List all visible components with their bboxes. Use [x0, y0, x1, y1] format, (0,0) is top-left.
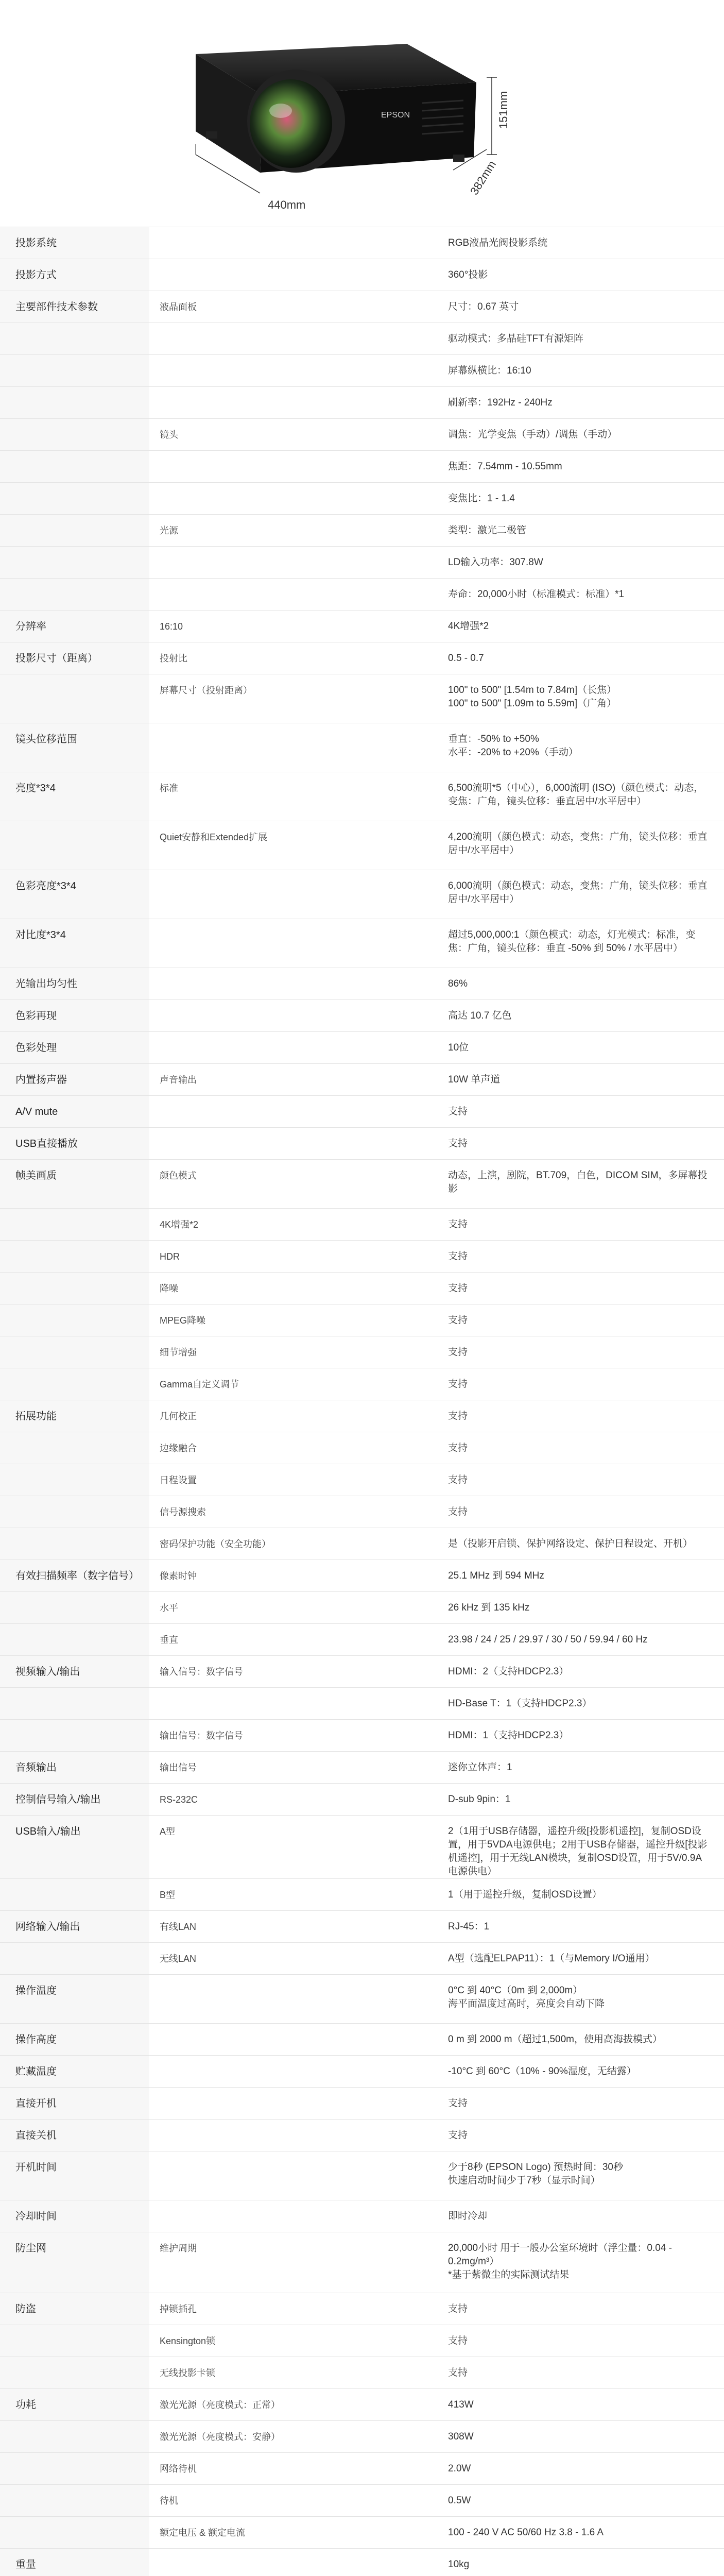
spec-subcategory: 声音输出 [149, 1064, 438, 1096]
spec-category [0, 1528, 149, 1560]
spec-category [0, 1496, 149, 1528]
spec-value: RGB液晶光阀投影系统 [438, 227, 724, 259]
spec-category [0, 1432, 149, 1464]
spec-subcategory: 降噪 [149, 1273, 438, 1304]
spec-row [0, 1209, 724, 1241]
spec-subcategory [149, 579, 438, 611]
spec-row [0, 2549, 724, 2576]
spec-value: 支持 [438, 1464, 724, 1496]
spec-row [0, 1784, 724, 1816]
spec-row [0, 723, 724, 772]
spec-category: 重量 [0, 2549, 149, 2576]
spec-subcategory [149, 2024, 438, 2056]
spec-value: 迷你立体声：1 [438, 1752, 724, 1784]
spec-value: 刷新率：192Hz - 240Hz [438, 387, 724, 419]
spec-subcategory: 掉锁插孔 [149, 2293, 438, 2325]
spec-row [0, 2151, 724, 2200]
spec-row [0, 1128, 724, 1160]
spec-category: 拓展功能 [0, 1400, 149, 1432]
spec-subcategory: B型 [149, 1879, 438, 1911]
spec-category [0, 579, 149, 611]
spec-category [0, 1336, 149, 1368]
spec-row [0, 2120, 724, 2151]
spec-value: 支持 [438, 2325, 724, 2357]
spec-subcategory [149, 547, 438, 579]
spec-subcategory [149, 483, 438, 515]
spec-category: 功耗 [0, 2389, 149, 2421]
spec-row [0, 2088, 724, 2120]
spec-row [0, 1975, 724, 2024]
spec-value: 支持 [438, 1400, 724, 1432]
spec-value: 少于8秒 (EPSON Logo) 预热时间：30秒 快速启动时间少于7秒（显示时间） [438, 2151, 724, 2200]
spec-subcategory [149, 2088, 438, 2120]
spec-row [0, 1160, 724, 1209]
spec-category [0, 1241, 149, 1273]
spec-subcategory: 信号源搜索 [149, 1496, 438, 1528]
spec-row [0, 547, 724, 579]
spec-value: 寿命：20,000小时（标准模式：标准）*1 [438, 579, 724, 611]
spec-value: 25.1 MHz 到 594 MHz [438, 1560, 724, 1592]
spec-value: 支持 [438, 2293, 724, 2325]
spec-subcategory: A型 [149, 1816, 438, 1879]
spec-subcategory [149, 2056, 438, 2088]
spec-value: 413W [438, 2389, 724, 2421]
spec-subcategory: 有线LAN [149, 1911, 438, 1943]
spec-category: 贮藏温度 [0, 2056, 149, 2088]
spec-row [0, 1624, 724, 1656]
spec-subcategory [149, 1000, 438, 1032]
spec-subcategory: 16:10 [149, 611, 438, 642]
spec-value: 驱动模式：多晶硅TFT有源矩阵 [438, 323, 724, 355]
spec-category [0, 1592, 149, 1624]
spec-value: A型（选配ELPAP11）：1（与Memory I/O通用） [438, 1943, 724, 1975]
spec-subcategory: 无线投影卡锁 [149, 2357, 438, 2389]
spec-row [0, 1528, 724, 1560]
spec-value: 360°投影 [438, 259, 724, 291]
spec-category: 控制信号输入/输出 [0, 1784, 149, 1816]
spec-row [0, 2024, 724, 2056]
lens-icon [250, 79, 332, 168]
spec-subcategory [149, 2200, 438, 2232]
spec-value: 20,000小时 用于一般办公室环境时（浮尘量：0.04 - 0.2mg/m³） *基于紫微尘的实际测试结果 [438, 2232, 724, 2293]
spec-value: 支持 [438, 1273, 724, 1304]
spec-value: 1（用于遥控升级，复制OSD设置） [438, 1879, 724, 1911]
spec-category: 冷却时间 [0, 2200, 149, 2232]
spec-value: 支持 [438, 1336, 724, 1368]
spec-row [0, 1911, 724, 1943]
spec-row [0, 1336, 724, 1368]
spec-value: 2（1用于USB存储器，遥控升级[投影机遥控]，复制OSD设置，用于5VDA电源供电；2用于USB存储器，遥控升级[投影机遥控]，用于无线LAN模块，复制OSD设置，用于5V/0.9A电源供电） [438, 1816, 724, 1879]
spec-row [0, 1464, 724, 1496]
spec-value: 86% [438, 968, 724, 1000]
spec-row [0, 611, 724, 642]
spec-subcategory: 几何校正 [149, 1400, 438, 1432]
spec-row [0, 1943, 724, 1975]
spec-value: 超过5,000,000:1（颜色模式：动态，灯光模式：标准，变焦：广角，镜头位移：垂直 -50% 到 50% / 水平居中） [438, 919, 724, 968]
spec-category: 内置扬声器 [0, 1064, 149, 1096]
spec-value: 即时冷却 [438, 2200, 724, 2232]
spec-subcategory: 输出信号 [149, 1752, 438, 1784]
spec-row [0, 2232, 724, 2293]
spec-category: 有效扫描频率（数字信号） [0, 1560, 149, 1592]
spec-value: 支持 [438, 1241, 724, 1273]
spec-value: 6,500流明*5（中心），6,000流明 (ISO)（颜色模式：动态，变焦：广角，镜头位移：垂直居中/水平居中） [438, 772, 724, 821]
spec-row [0, 1400, 724, 1432]
spec-row [0, 1816, 724, 1879]
spec-subcategory [149, 870, 438, 919]
spec-subcategory [149, 1032, 438, 1064]
spec-category [0, 483, 149, 515]
spec-value: D-sub 9pin：1 [438, 1784, 724, 1816]
spec-value: 100 - 240 V AC 50/60 Hz 3.8 - 1.6 A [438, 2517, 724, 2549]
spec-category [0, 323, 149, 355]
spec-value: 0 m 到 2000 m（超过1,500m，使用高海拔模式） [438, 2024, 724, 2056]
spec-row [0, 483, 724, 515]
spec-category: 光输出均匀性 [0, 968, 149, 1000]
spec-row [0, 1064, 724, 1096]
spec-value: 支持 [438, 2088, 724, 2120]
spec-row [0, 2357, 724, 2389]
spec-value: 支持 [438, 1368, 724, 1400]
spec-subcategory [149, 1096, 438, 1128]
spec-subcategory: 镜头 [149, 419, 438, 451]
spec-row [0, 1752, 724, 1784]
spec-subcategory [149, 2120, 438, 2151]
spec-category [0, 1720, 149, 1752]
spec-value: 焦距：7.54mm - 10.55mm [438, 451, 724, 483]
spec-subcategory: 网络待机 [149, 2453, 438, 2485]
spec-category: 色彩处理 [0, 1032, 149, 1064]
depth-dimension: 382mm [468, 158, 499, 197]
spec-value: 支持 [438, 1096, 724, 1128]
spec-subcategory: HDR [149, 1241, 438, 1273]
spec-value: 支持 [438, 2120, 724, 2151]
spec-row [0, 1592, 724, 1624]
product-hero [0, 0, 724, 227]
spec-subcategory [149, 1975, 438, 2024]
spec-subcategory: 标准 [149, 772, 438, 821]
spec-category [0, 1943, 149, 1975]
spec-category [0, 1624, 149, 1656]
width-dimension: 440mm [268, 198, 306, 211]
spec-value: 高达 10.7 亿色 [438, 1000, 724, 1032]
spec-subcategory [149, 2151, 438, 2200]
spec-row [0, 642, 724, 674]
spec-row [0, 1368, 724, 1400]
spec-row [0, 1000, 724, 1032]
spec-row [0, 1241, 724, 1273]
spec-subcategory [149, 387, 438, 419]
spec-value: 6,000流明（颜色模式：动态，变焦：广角，镜头位移：垂直居中/水平居中） [438, 870, 724, 919]
spec-row [0, 579, 724, 611]
spec-value: 类型：激光二极管 [438, 515, 724, 547]
spec-subcategory [149, 1128, 438, 1160]
height-dimension: 151mm [497, 91, 510, 129]
spec-row [0, 2293, 724, 2325]
spec-subcategory: 颜色模式 [149, 1160, 438, 1209]
spec-subcategory: RS-232C [149, 1784, 438, 1816]
spec-category: 防盗 [0, 2293, 149, 2325]
spec-value: 动态，上演，剧院，BT.709，白色，DICOM SIM，多屏幕投影 [438, 1160, 724, 1209]
spec-value: 是（投影开启锁、保护网络设定、保护日程设定、开机） [438, 1528, 724, 1560]
spec-category [0, 2453, 149, 2485]
spec-value: 4,200流明（颜色模式：动态，变焦：广角，镜头位移：垂直居中/水平居中） [438, 821, 724, 870]
spec-subcategory: 日程设置 [149, 1464, 438, 1496]
spec-category: 分辨率 [0, 611, 149, 642]
spec-value: 支持 [438, 1496, 724, 1528]
spec-value: 0.5 - 0.7 [438, 642, 724, 674]
spec-subcategory: 额定电压 & 额定电流 [149, 2517, 438, 2549]
spec-subcategory [149, 227, 438, 259]
spec-value: 2.0W [438, 2453, 724, 2485]
spec-row [0, 1096, 724, 1128]
spec-row [0, 1688, 724, 1720]
spec-table [0, 227, 724, 2576]
spec-category [0, 515, 149, 547]
spec-category [0, 451, 149, 483]
spec-subcategory: Gamma自定义调节 [149, 1368, 438, 1400]
spec-row [0, 1032, 724, 1064]
spec-subcategory: 屏幕尺寸（投射距离） [149, 674, 438, 723]
spec-value: 支持 [438, 2357, 724, 2389]
spec-value: HD-Base T：1（支持HDCP2.3） [438, 1688, 724, 1720]
spec-row [0, 2056, 724, 2088]
spec-category: 操作高度 [0, 2024, 149, 2056]
spec-row [0, 968, 724, 1000]
spec-row [0, 2485, 724, 2517]
spec-row [0, 355, 724, 387]
spec-row [0, 1720, 724, 1752]
spec-value: 0.5W [438, 2485, 724, 2517]
spec-row [0, 1496, 724, 1528]
spec-category [0, 547, 149, 579]
spec-subcategory: 垂直 [149, 1624, 438, 1656]
spec-subcategory [149, 968, 438, 1000]
spec-row [0, 1304, 724, 1336]
spec-value: -10°C 到 60°C（10% - 90%湿度，无结露） [438, 2056, 724, 2088]
spec-category [0, 1273, 149, 1304]
spec-row [0, 419, 724, 451]
spec-row [0, 870, 724, 919]
spec-subcategory [149, 2549, 438, 2576]
spec-category [0, 1368, 149, 1400]
spec-category [0, 1464, 149, 1496]
spec-value: 0°C 到 40°C（0m 到 2,000m） 海平面温度过高时，亮度会自动下降 [438, 1975, 724, 2024]
spec-category: 投影尺寸（距离） [0, 642, 149, 674]
spec-subcategory: 光源 [149, 515, 438, 547]
spec-value: 尺寸：0.67 英寸 [438, 291, 724, 323]
spec-subcategory: 密码保护功能（安全功能） [149, 1528, 438, 1560]
spec-value: 100" to 500" [1.54m to 7.84m]（长焦） 100" to 500" [1.09m to 5.59m]（广角） [438, 674, 724, 723]
spec-row [0, 772, 724, 821]
spec-category [0, 821, 149, 870]
spec-category [0, 1688, 149, 1720]
spec-category: 主要部件技术参数 [0, 291, 149, 323]
spec-category: 操作温度 [0, 1975, 149, 2024]
spec-category: 帧美画质 [0, 1160, 149, 1209]
spec-category [0, 387, 149, 419]
spec-value: HDMI：2（支持HDCP2.3） [438, 1656, 724, 1688]
spec-row [0, 2389, 724, 2421]
spec-row [0, 821, 724, 870]
spec-row [0, 1273, 724, 1304]
spec-subcategory: 液晶面板 [149, 291, 438, 323]
spec-category: 音频输出 [0, 1752, 149, 1784]
brand-logo: EPSON [381, 111, 410, 120]
spec-category: 镜头位移范围 [0, 723, 149, 772]
spec-subcategory [149, 723, 438, 772]
spec-row [0, 1432, 724, 1464]
spec-subcategory: 维护周期 [149, 2232, 438, 2293]
spec-subcategory: MPEG降噪 [149, 1304, 438, 1336]
spec-subcategory: Kensington锁 [149, 2325, 438, 2357]
spec-category: USB输入/输出 [0, 1816, 149, 1879]
spec-row [0, 291, 724, 323]
spec-category: 开机时间 [0, 2151, 149, 2200]
spec-value: 支持 [438, 1209, 724, 1241]
spec-row [0, 2325, 724, 2357]
spec-category [0, 1879, 149, 1911]
spec-category [0, 674, 149, 723]
spec-row [0, 387, 724, 419]
spec-value: 10kg [438, 2549, 724, 2576]
spec-row [0, 1560, 724, 1592]
spec-subcategory: 待机 [149, 2485, 438, 2517]
spec-category: 视频输入/输出 [0, 1656, 149, 1688]
spec-value: 支持 [438, 1304, 724, 1336]
spec-row [0, 1656, 724, 1688]
spec-category: 色彩亮度*3*4 [0, 870, 149, 919]
spec-subcategory: 输入信号：数字信号 [149, 1656, 438, 1688]
spec-subcategory [149, 919, 438, 968]
spec-category [0, 2421, 149, 2453]
spec-row [0, 323, 724, 355]
spec-category [0, 355, 149, 387]
spec-subcategory: 无线LAN [149, 1943, 438, 1975]
spec-category: 防尘网 [0, 2232, 149, 2293]
spec-category [0, 1209, 149, 1241]
spec-category: USB直接播放 [0, 1128, 149, 1160]
spec-value: 26 kHz 到 135 kHz [438, 1592, 724, 1624]
spec-value: 变焦比：1 - 1.4 [438, 483, 724, 515]
spec-value: LD输入功率：307.8W [438, 547, 724, 579]
spec-category: A/V mute [0, 1096, 149, 1128]
spec-subcategory: 细节增强 [149, 1336, 438, 1368]
spec-subcategory: 水平 [149, 1592, 438, 1624]
spec-row [0, 1879, 724, 1911]
spec-value: 23.98 / 24 / 25 / 29.97 / 30 / 50 / 59.94 / 60 Hz [438, 1624, 724, 1656]
spec-subcategory [149, 323, 438, 355]
spec-row [0, 2453, 724, 2485]
spec-row [0, 919, 724, 968]
spec-row [0, 674, 724, 723]
spec-subcategory: 输出信号：数字信号 [149, 1720, 438, 1752]
spec-category [0, 2357, 149, 2389]
spec-subcategory: 激光光源（亮度模式：安静） [149, 2421, 438, 2453]
spec-category [0, 2517, 149, 2549]
spec-category: 网络输入/输出 [0, 1911, 149, 1943]
spec-row [0, 451, 724, 483]
spec-subcategory [149, 1688, 438, 1720]
spec-category: 亮度*3*4 [0, 772, 149, 821]
spec-value: 支持 [438, 1128, 724, 1160]
spec-value: 4K增强*2 [438, 611, 724, 642]
spec-subcategory: 4K增强*2 [149, 1209, 438, 1241]
spec-subcategory: 边缘融合 [149, 1432, 438, 1464]
spec-value: 10位 [438, 1032, 724, 1064]
spec-category: 直接关机 [0, 2120, 149, 2151]
spec-category: 色彩再现 [0, 1000, 149, 1032]
spec-value: 支持 [438, 1432, 724, 1464]
spec-subcategory [149, 451, 438, 483]
spec-subcategory: 像素时钟 [149, 1560, 438, 1592]
spec-value: RJ-45：1 [438, 1911, 724, 1943]
spec-row [0, 2200, 724, 2232]
spec-row [0, 227, 724, 259]
spec-category [0, 2485, 149, 2517]
spec-category [0, 2325, 149, 2357]
spec-row [0, 515, 724, 547]
spec-value: 10W 单声道 [438, 1064, 724, 1096]
spec-value: 垂直：-50% to +50% 水平：-20% to +20%（手动） [438, 723, 724, 772]
spec-category [0, 419, 149, 451]
spec-category: 投影方式 [0, 259, 149, 291]
spec-value: HDMI：1（支持HDCP2.3） [438, 1720, 724, 1752]
spec-value: 屏幕纵横比：16:10 [438, 355, 724, 387]
spec-value: 调焦：光学变焦（手动）/调焦（手动） [438, 419, 724, 451]
spec-row [0, 2517, 724, 2549]
spec-row [0, 2421, 724, 2453]
projector-illustration [0, 0, 724, 227]
spec-category: 对比度*3*4 [0, 919, 149, 968]
spec-subcategory [149, 355, 438, 387]
spec-subcategory [149, 259, 438, 291]
spec-row [0, 259, 724, 291]
spec-category: 投影系统 [0, 227, 149, 259]
spec-category [0, 1304, 149, 1336]
spec-subcategory: Quiet安静和Extended扩展 [149, 821, 438, 870]
spec-subcategory: 激光光源（亮度模式：正常） [149, 2389, 438, 2421]
spec-category: 直接开机 [0, 2088, 149, 2120]
spec-subcategory: 投射比 [149, 642, 438, 674]
spec-value: 308W [438, 2421, 724, 2453]
